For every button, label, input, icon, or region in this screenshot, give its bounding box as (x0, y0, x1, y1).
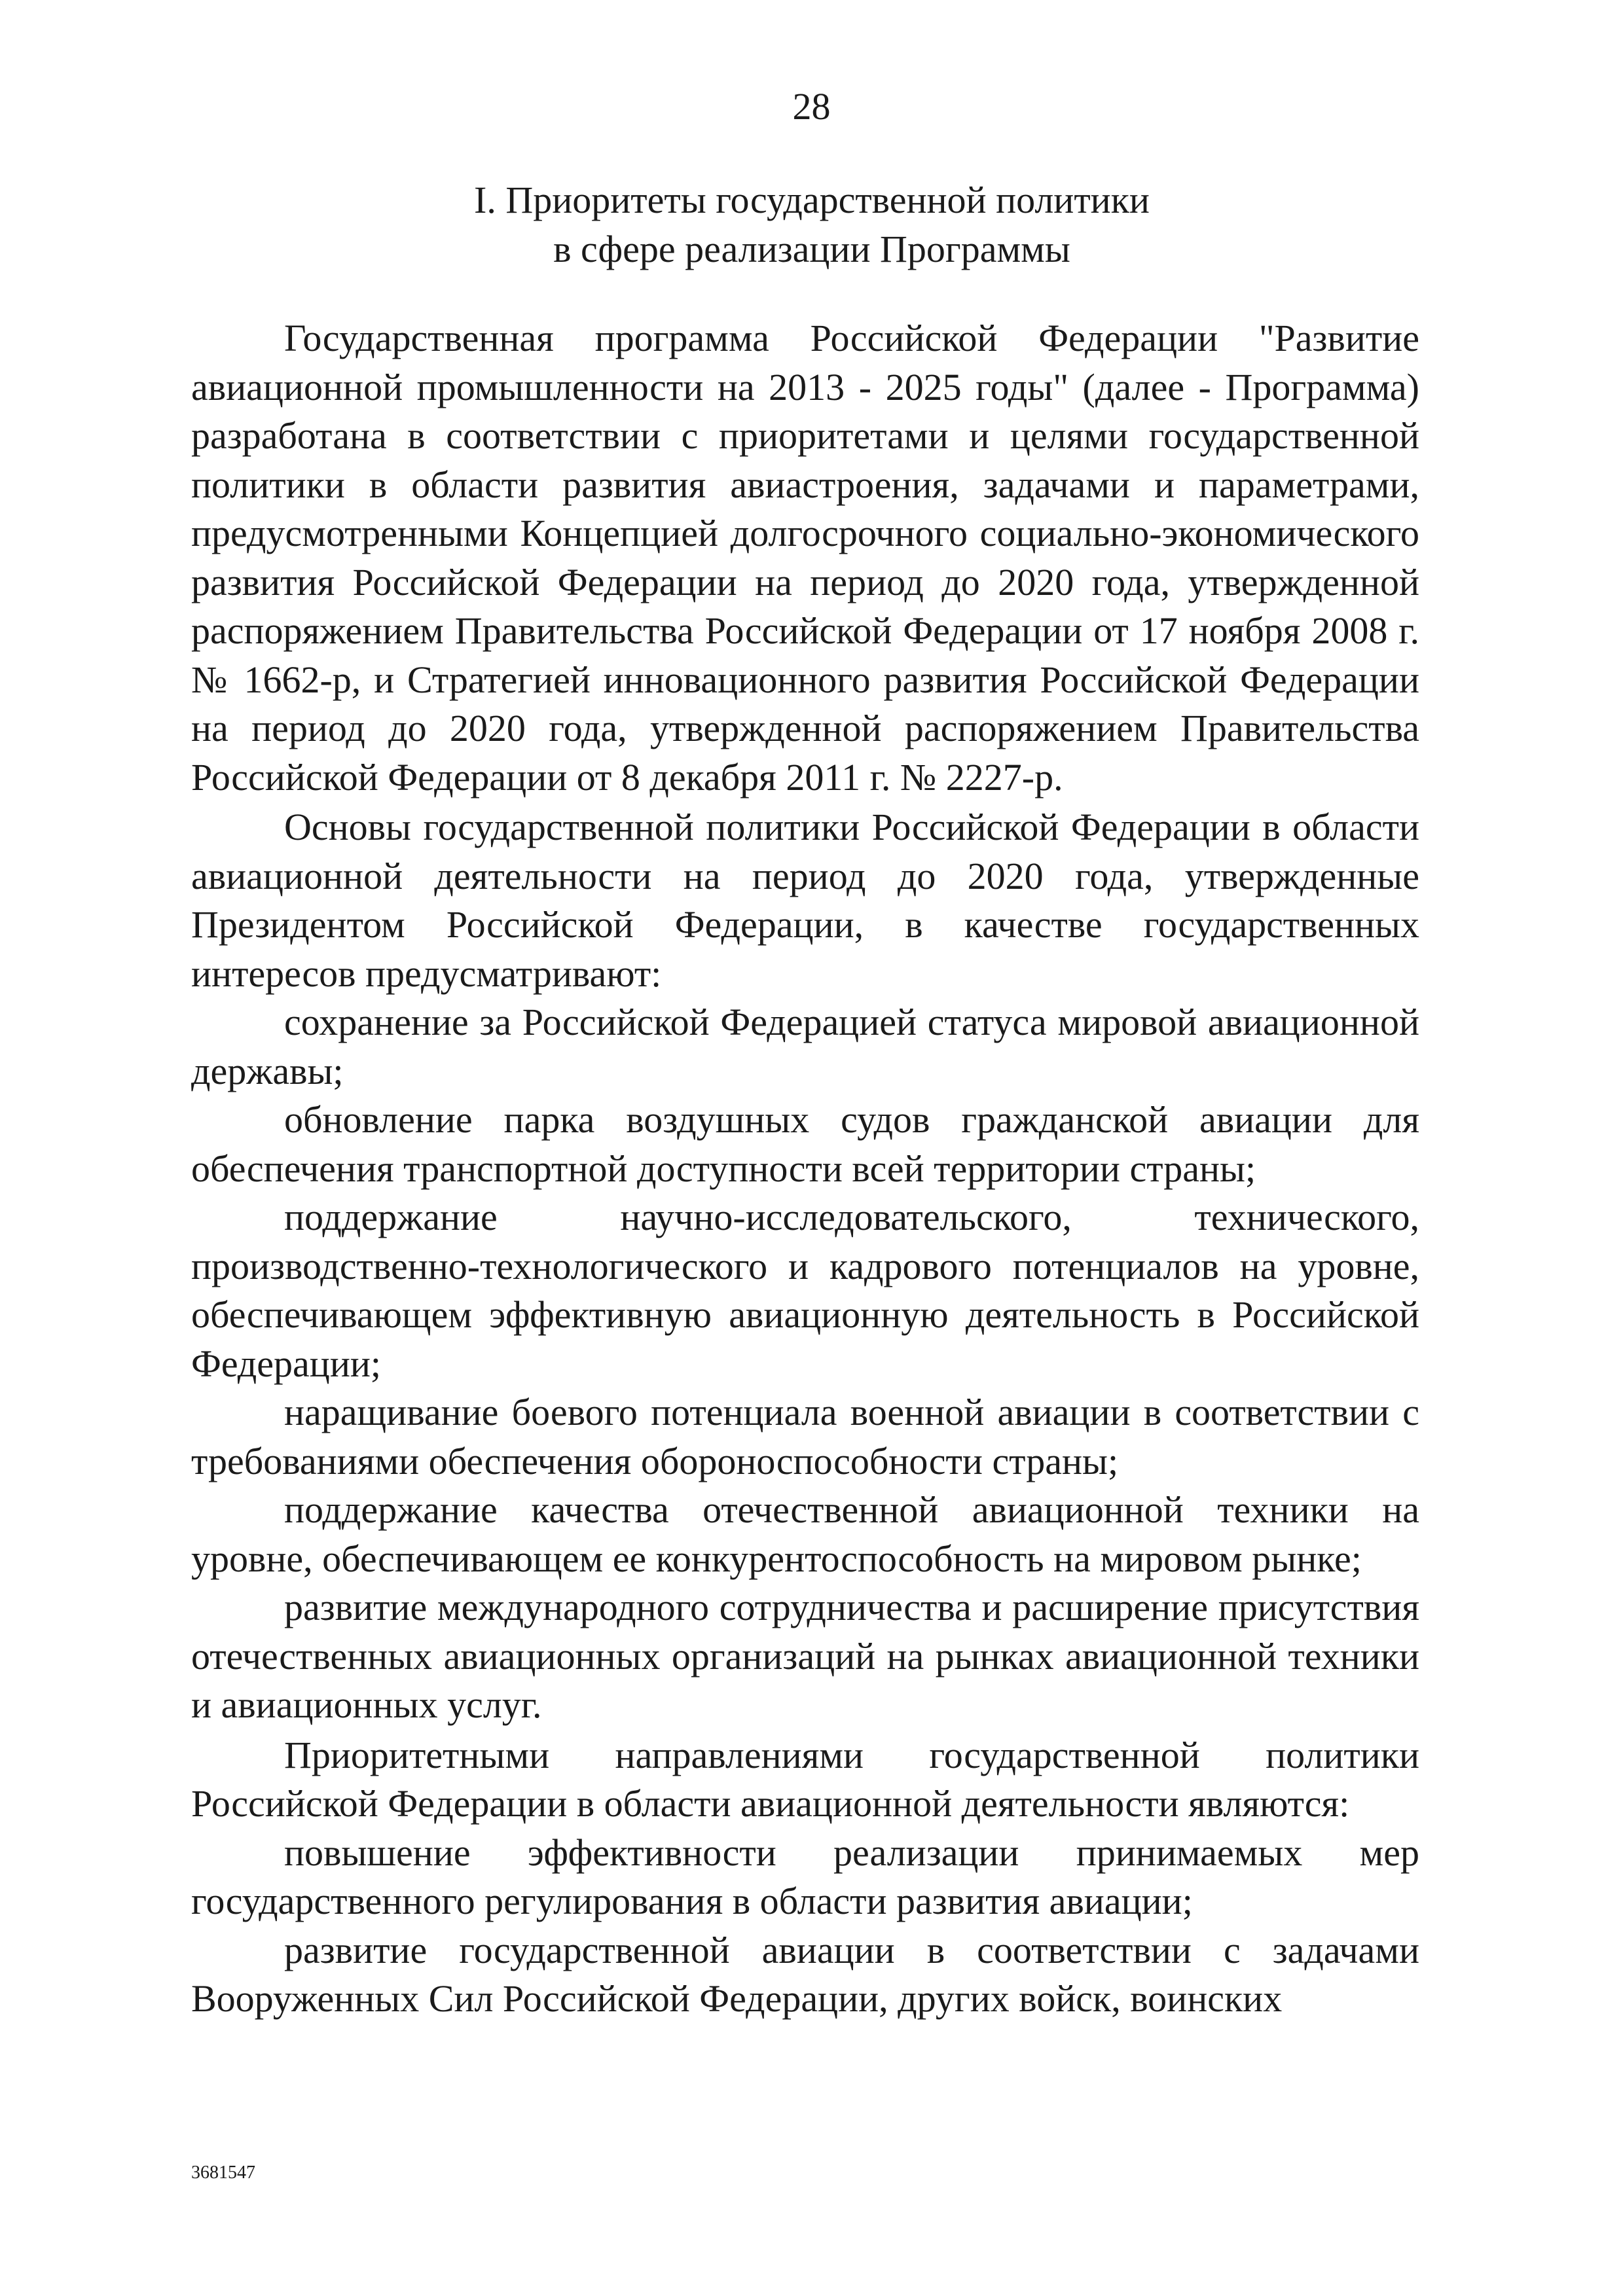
section-heading (262, 175, 1362, 274)
page-number: 28 (792, 85, 831, 128)
list-item: сохранение за Российской Федерацией статуса мировой авиационной державы; (191, 1001, 1419, 1092)
list-item: поддержание качества отечественной авиационной техники на уровне, обеспечивающем ее конкурентоспособность на мировом рынке; (191, 1488, 1419, 1580)
list-item: повышение эффективности реализации принимаемых мер государственного регулирования в области развития авиации; (191, 1831, 1419, 1922)
list-item: наращивание боевого потенциала военной авиации в соответствии с требованиями обеспечения обороноспособности страны; (191, 1391, 1419, 1482)
list-item: развитие международного сотрудничества и расширение присутствия отечественных авиационных организаций на рынках авиационной техники и авиационных услуг. (191, 1586, 1419, 1726)
paragraph-program-intro: Государственная программа Российской Федерации "Развитие авиационной промышленности на 2013 - 2025 годы" (далее - Программа) разработана в соответствии с приоритетами и целями государственной политики в области развития авиастроения, задачами и параметрами, предусмотренными Концепцией долгосрочного социально-экономического развития Российской Федерации на период до 2020 года, утвержденной распоряжением Правительства Российской Федерации от 17 ноября 2008 г. № 1662-р, и Стратегией инновационного развития Российской Федерации на период до 2020 года, утвержденной распоряжением Правительства Российской Федерации от 8 декабря 2011 г. № 2227-р. (191, 317, 1419, 798)
section-heading-line-2: в сфере реализации Программы (553, 228, 1070, 270)
list-item: развитие государственной авиации в соответствии с задачами Вооруженных Сил Российской Федерации, других войск, воинских (191, 1928, 1419, 2020)
section-heading-line-1: I. Приоритеты государственной политики (474, 179, 1150, 221)
list-item: обновление парка воздушных судов гражданской авиации для обеспечения транспортной доступности всей территории страны; (191, 1098, 1419, 1190)
paragraph-priority-directions: Приоритетными направлениями государственной политики Российской Федерации в области авиационной деятельности являются: (191, 1733, 1419, 1825)
list-item: поддержание научно-исследовательского, технического, производственно-технологического и кадрового потенциалов на уровне, обеспечивающем эффективную авиационную деятельность в Российской Федерации; (191, 1196, 1419, 1385)
document-code: 3681547 (191, 2162, 255, 2183)
document-body (191, 314, 1419, 2024)
paragraph-state-interests: Основы государственной политики Российской Федерации в области авиационной деятельности на период до 2020 года, утвержденные Президентом Российской Федерации, в качестве государственных интересов предусматривают: (191, 806, 1419, 995)
